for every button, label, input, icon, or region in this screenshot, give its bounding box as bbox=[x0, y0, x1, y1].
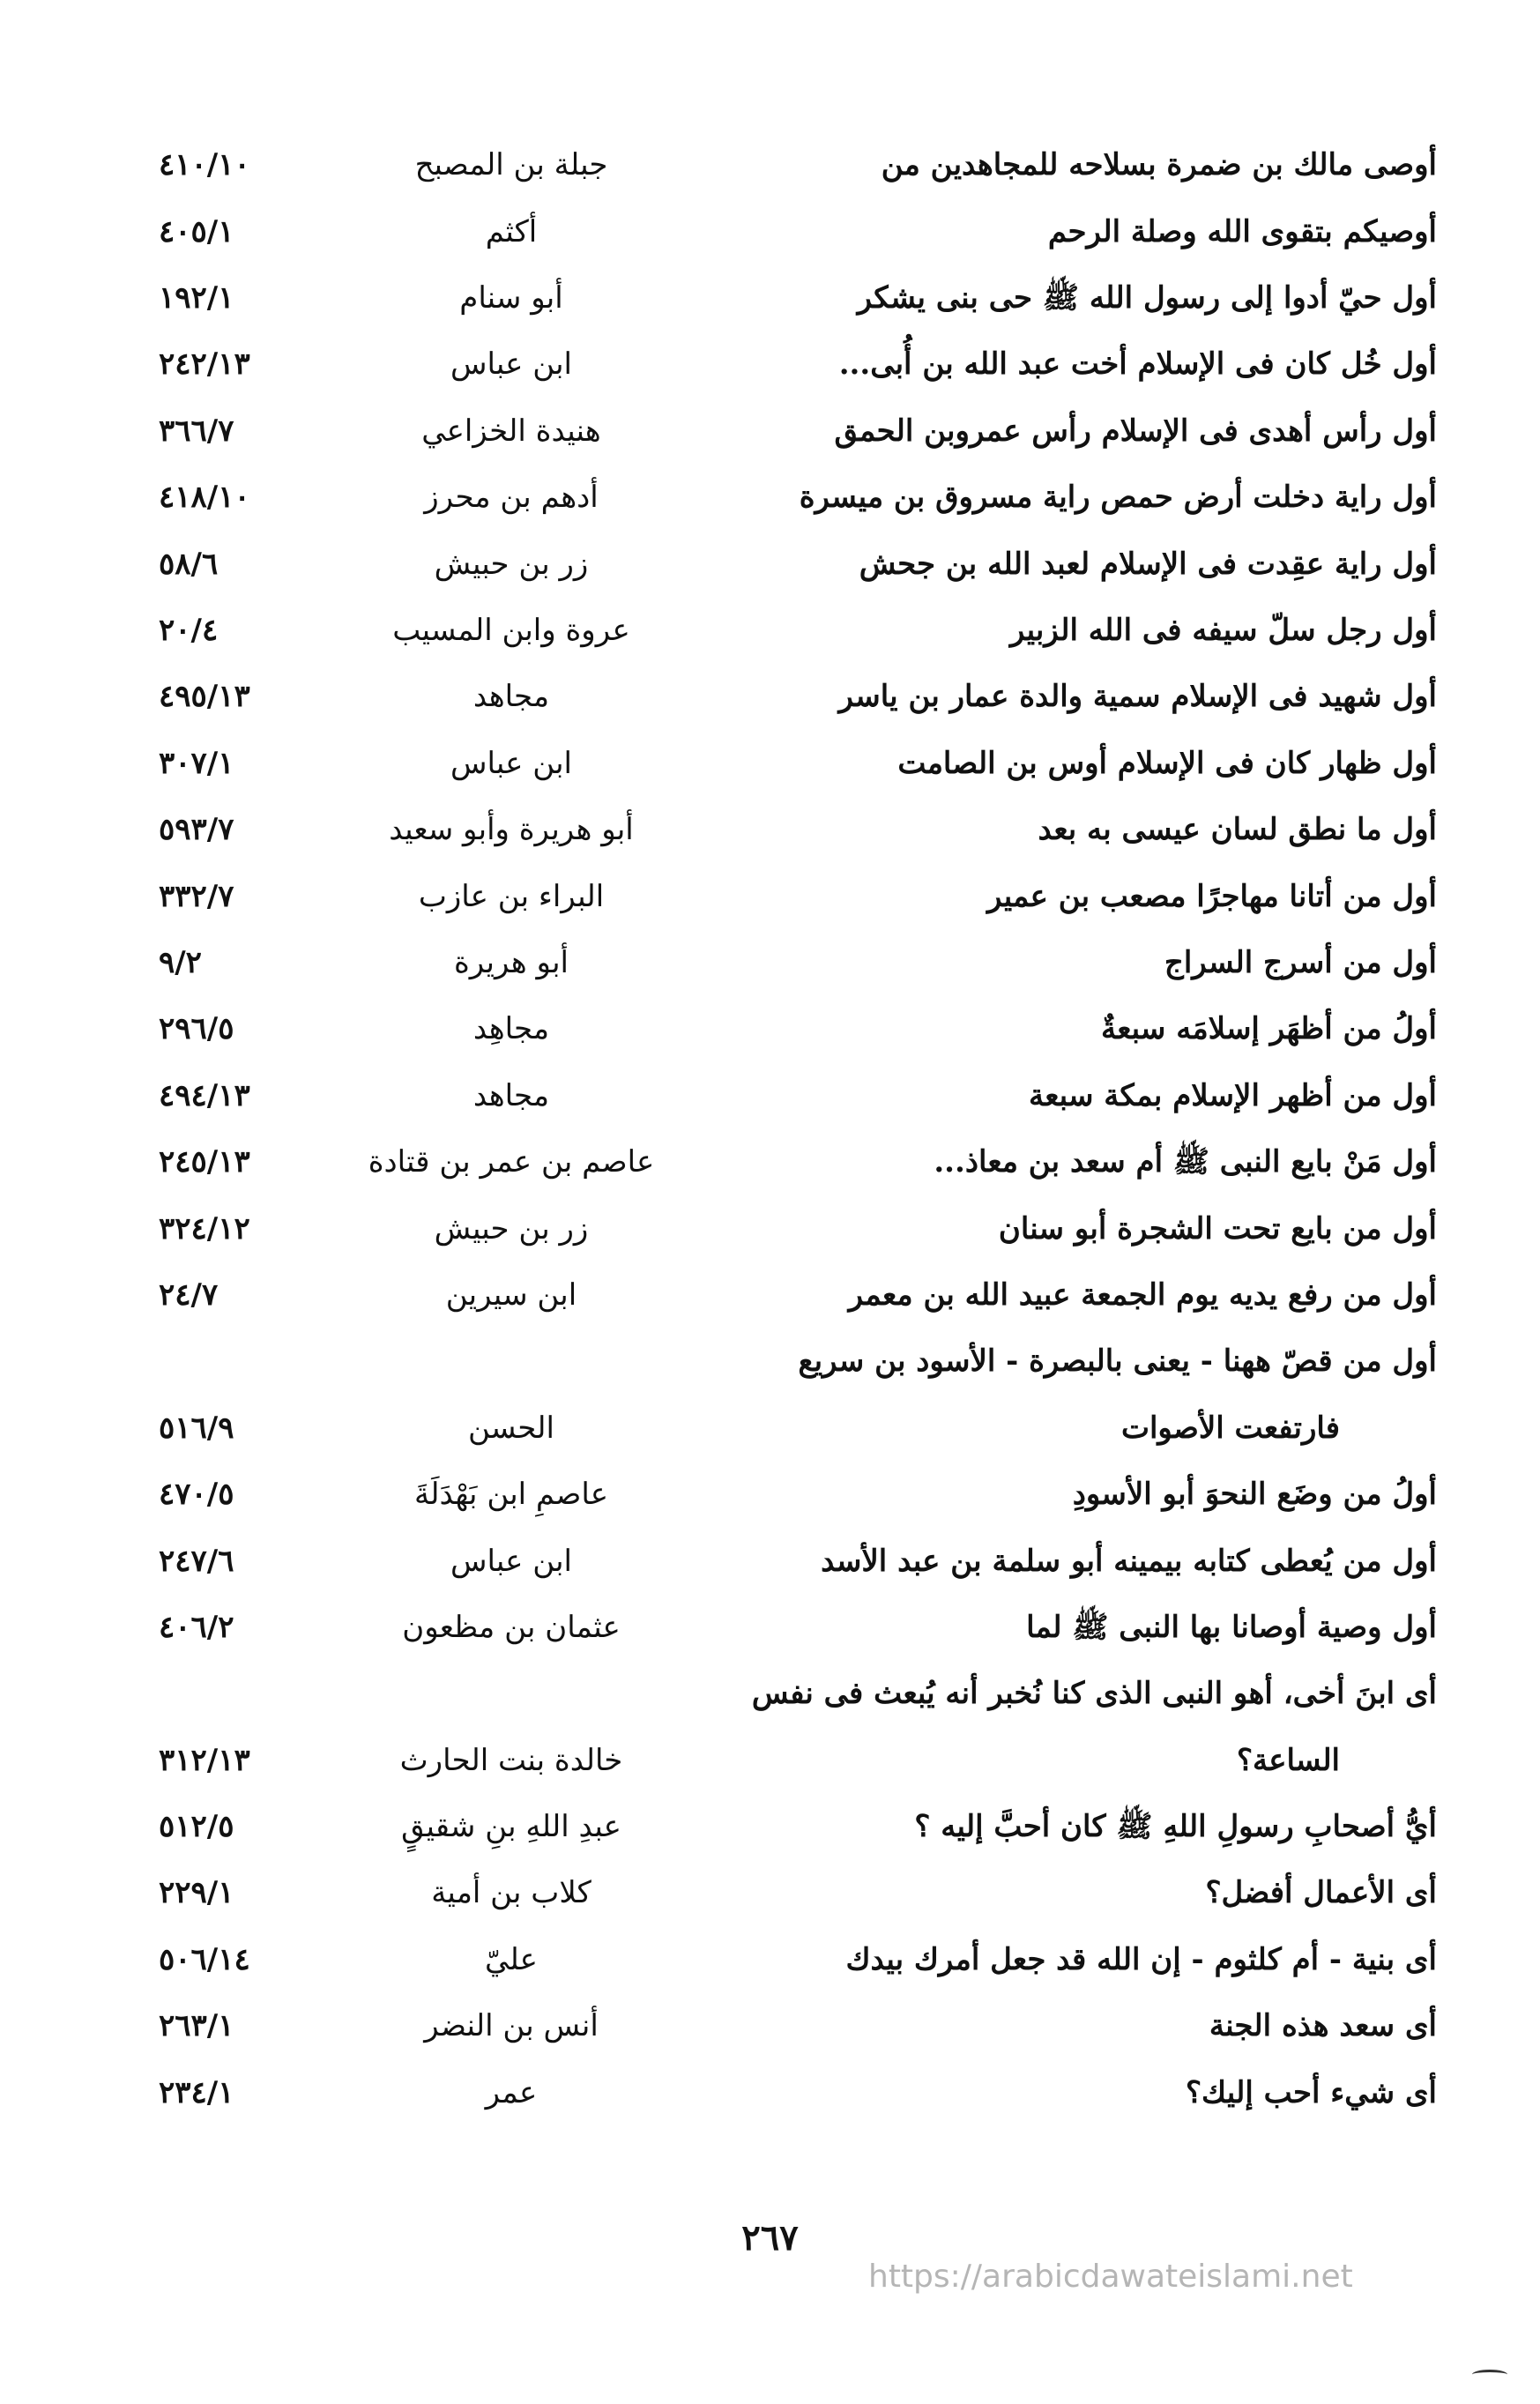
hadith-text: أول رجل سلّ سيفه فى الله الزبير bbox=[1009, 613, 1437, 649]
volume-page-ref: ٤٠٦/٢ bbox=[159, 1609, 234, 1645]
volume-page-ref: ٢٢٩/١ bbox=[159, 1875, 234, 1911]
narrator-name: عبدِ اللهِ بنِ شقيقٍ bbox=[401, 1809, 621, 1845]
index-row bbox=[159, 2059, 1437, 2125]
hadith-text: أول من أتانا مهاجرًا مصعب بن عمير bbox=[986, 878, 1437, 914]
volume-page-ref: ٢٠/٤ bbox=[159, 613, 219, 649]
hadith-text: أى ابنَ أخى، أهو النبى الذى كنا نُخبر أنه يُبعث فى نفس bbox=[751, 1676, 1437, 1712]
narrator-name: الحسن bbox=[468, 1410, 554, 1446]
hadith-text: أول راية عقِدت فى الإسلام لعبد الله بن جحش bbox=[859, 546, 1437, 582]
index-row bbox=[159, 598, 1437, 664]
narrator-name: ابن عباس bbox=[450, 1543, 572, 1579]
index-row bbox=[159, 1395, 1437, 1461]
index-row bbox=[159, 863, 1437, 929]
index-row bbox=[159, 1129, 1437, 1195]
narrator-name: ابن عباس bbox=[450, 346, 572, 383]
index-row bbox=[159, 331, 1437, 398]
volume-page-ref: ٢٤٥/١٣ bbox=[159, 1144, 250, 1180]
hadith-text: أول رأس أهدى فى الإسلام رأس عمروبن الحمق bbox=[834, 413, 1437, 449]
index-row bbox=[159, 1661, 1437, 1727]
hadith-text: أول من أظهر الإسلام بمكة سبعة bbox=[1029, 1077, 1437, 1113]
narrator-name: مجاهد bbox=[472, 1077, 550, 1113]
hadith-text: أوصى مالك بن ضمرة بسلاحه للمجاهدين من bbox=[881, 147, 1437, 183]
volume-page-ref: ٩/٢ bbox=[159, 944, 202, 980]
index-row bbox=[159, 930, 1437, 996]
hadith-text: أول خُل كان فى الإسلام أخت عبد الله بن أُبى... bbox=[838, 346, 1437, 383]
narrator-name: هنيدة الخزاعي bbox=[421, 413, 601, 449]
narrator-name: ابن عباس bbox=[450, 745, 572, 781]
hadith-text: الساعة؟ bbox=[1236, 1742, 1340, 1778]
volume-page-ref: ٢٦٣/١ bbox=[159, 2008, 234, 2044]
narrator-name: زر بن حبيش bbox=[434, 1210, 589, 1247]
volume-page-ref: ٥١٢/٥ bbox=[159, 1809, 234, 1845]
hadith-text: أول من قصّ ههنا - يعنى بالبصرة - الأسود بن سريع bbox=[798, 1343, 1437, 1380]
index-row bbox=[159, 1860, 1437, 1926]
volume-page-ref: ٣٢٤/١٢ bbox=[159, 1210, 250, 1247]
volume-page-ref: ٢٤٧/٦ bbox=[159, 1543, 234, 1579]
volume-page-ref: ٥٠٦/١٤ bbox=[159, 1941, 250, 1977]
hadith-text: أول من أسرج السراج bbox=[1164, 944, 1437, 980]
narrator-name: أبو هريرة وأبو سعيد bbox=[389, 812, 634, 848]
hadith-text: أى شيء أحب إليك؟ bbox=[1186, 2074, 1437, 2110]
narrator-name: البراء بن عازب bbox=[418, 878, 605, 914]
index-row bbox=[159, 797, 1437, 863]
hadith-text: أولُ من أظهَر إسلامَه سبعةٌ bbox=[1101, 1011, 1437, 1047]
index-row bbox=[159, 1927, 1437, 1993]
narrator-name: عليّ bbox=[485, 1941, 538, 1977]
narrator-name: ابن سيرين bbox=[445, 1276, 577, 1313]
index-row bbox=[159, 1462, 1437, 1528]
hadith-text: أول شهيد فى الإسلام سمية والدة عمار بن ياسر bbox=[838, 679, 1437, 715]
volume-page-ref: ٣٣٢/٧ bbox=[159, 878, 234, 914]
volume-page-ref: ٢٩٦/٥ bbox=[159, 1011, 234, 1047]
corner-mark bbox=[1472, 2370, 1507, 2379]
watermark-url: https://arabicdawateislami.net bbox=[868, 2259, 1353, 2295]
narrator-name: عثمان بن مظعون bbox=[402, 1609, 621, 1645]
index-row bbox=[159, 1528, 1437, 1594]
index-table bbox=[159, 132, 1437, 2126]
index-row bbox=[159, 132, 1437, 198]
index-row bbox=[159, 1794, 1437, 1860]
volume-page-ref: ٣٠٧/١ bbox=[159, 745, 234, 781]
hadith-text: أول من بايع تحت الشجرة أبو سنان bbox=[998, 1210, 1437, 1247]
volume-page-ref: ٥١٦/٩ bbox=[159, 1410, 234, 1446]
narrator-name: أبو سنام bbox=[459, 280, 563, 316]
hadith-text: أول من رفع يديه يوم الجمعة عبيد الله بن معمر bbox=[848, 1276, 1437, 1313]
narrator-name: أنس بن النضر bbox=[424, 2008, 599, 2044]
volume-page-ref: ٤١٨/١٠ bbox=[159, 480, 250, 516]
hadith-text: أول مَنْ بايع النبى ﷺ أم سعد بن معاذ... bbox=[934, 1144, 1437, 1180]
volume-page-ref: ٤٩٤/١٣ bbox=[159, 1077, 250, 1113]
hadith-text: أى بنية - أم كلثوم - إن الله قد جعل أمرك بيدك bbox=[845, 1941, 1437, 1977]
volume-page-ref: ٢٤٢/١٣ bbox=[159, 346, 250, 383]
narrator-name: مجاهِد bbox=[472, 1011, 550, 1047]
hadith-text: فارتفعت الأصوات bbox=[1120, 1410, 1340, 1446]
index-row bbox=[159, 664, 1437, 730]
volume-page-ref: ٤١٠/١٠ bbox=[159, 147, 250, 183]
index-row bbox=[159, 465, 1437, 531]
index-row bbox=[159, 1329, 1437, 1395]
hadith-text: أول من يُعطى كتابه بيمينه أبو سلمة بن عبد الأسد bbox=[821, 1543, 1437, 1579]
hadith-text: أول ما نطق لسان عيسى به بعد bbox=[1038, 812, 1437, 848]
index-row bbox=[159, 1262, 1437, 1329]
narrator-name: أبو هريرة bbox=[453, 944, 569, 980]
narrator-name: عمر bbox=[485, 2074, 538, 2110]
volume-page-ref: ٣١٢/١٣ bbox=[159, 1742, 250, 1778]
index-row bbox=[159, 1727, 1437, 1793]
volume-page-ref: ٢٤/٧ bbox=[159, 1276, 219, 1313]
index-row bbox=[159, 531, 1437, 597]
index-row bbox=[159, 1595, 1437, 1661]
narrator-name: عاصمِ ابن بَهْدَلَةَ bbox=[413, 1477, 609, 1513]
volume-page-ref: ٣٦٦/٧ bbox=[159, 413, 234, 449]
index-row bbox=[159, 265, 1437, 331]
volume-page-ref: ٤٠٥/١ bbox=[159, 213, 234, 249]
narrator-name: أكثم bbox=[485, 213, 538, 249]
volume-page-ref: ٤٩٥/١٣ bbox=[159, 679, 250, 715]
index-row bbox=[159, 1993, 1437, 2059]
hadith-text: أول راية دخلت أرض حمص راية مسروق بن ميسرة bbox=[799, 480, 1437, 516]
narrator-name: مجاهد bbox=[472, 679, 550, 715]
index-row bbox=[159, 731, 1437, 797]
hadith-text: أول ظهار كان فى الإسلام أوس بن الصامت bbox=[897, 745, 1437, 781]
hadith-text: أى الأعمال أفضل؟ bbox=[1205, 1875, 1437, 1911]
narrator-name: عروة وابن المسيب bbox=[392, 613, 630, 649]
volume-page-ref: ٢٣٤/١ bbox=[159, 2074, 234, 2110]
volume-page-ref: ٤٧٠/٥ bbox=[159, 1477, 234, 1513]
narrator-name: زر بن حبيش bbox=[434, 546, 589, 582]
index-row bbox=[159, 1062, 1437, 1128]
hadith-text: أولُ من وضَع النحوَ أبو الأسودِ bbox=[1072, 1477, 1437, 1513]
narrator-name: كلاب بن أمية bbox=[431, 1875, 591, 1911]
narrator-name: أدهم بن محرز bbox=[424, 480, 599, 516]
hadith-text: أول وصية أوصانا بها النبى ﷺ لما bbox=[1026, 1609, 1437, 1645]
volume-page-ref: ٥٩٣/٧ bbox=[159, 812, 234, 848]
page-number: ٢٦٧ bbox=[741, 2217, 799, 2259]
index-row bbox=[159, 398, 1437, 465]
narrator-name: عاصم بن عمر بن قتادة bbox=[368, 1144, 655, 1180]
volume-page-ref: ٥٨/٦ bbox=[159, 546, 219, 582]
narrator-name: خالدة بنت الحارث bbox=[399, 1742, 623, 1778]
hadith-text: أول حيّ أدوا إلى رسول الله ﷺ حى بنى يشكر bbox=[857, 280, 1437, 316]
volume-page-ref: ١٩٢/١ bbox=[159, 280, 234, 316]
hadith-text: أيُّ أصحابِ رسولِ اللهِ ﷺ كان أحبَّ إليه ؟ bbox=[914, 1809, 1437, 1845]
index-row bbox=[159, 198, 1437, 264]
hadith-text: أوصيكم بتقوى الله وصلة الرحم bbox=[1047, 213, 1437, 249]
index-row bbox=[159, 996, 1437, 1062]
narrator-name: جبلة بن المصبح bbox=[414, 147, 608, 183]
index-row bbox=[159, 1195, 1437, 1262]
hadith-text: أى سعد هذه الجنة bbox=[1209, 2008, 1437, 2044]
